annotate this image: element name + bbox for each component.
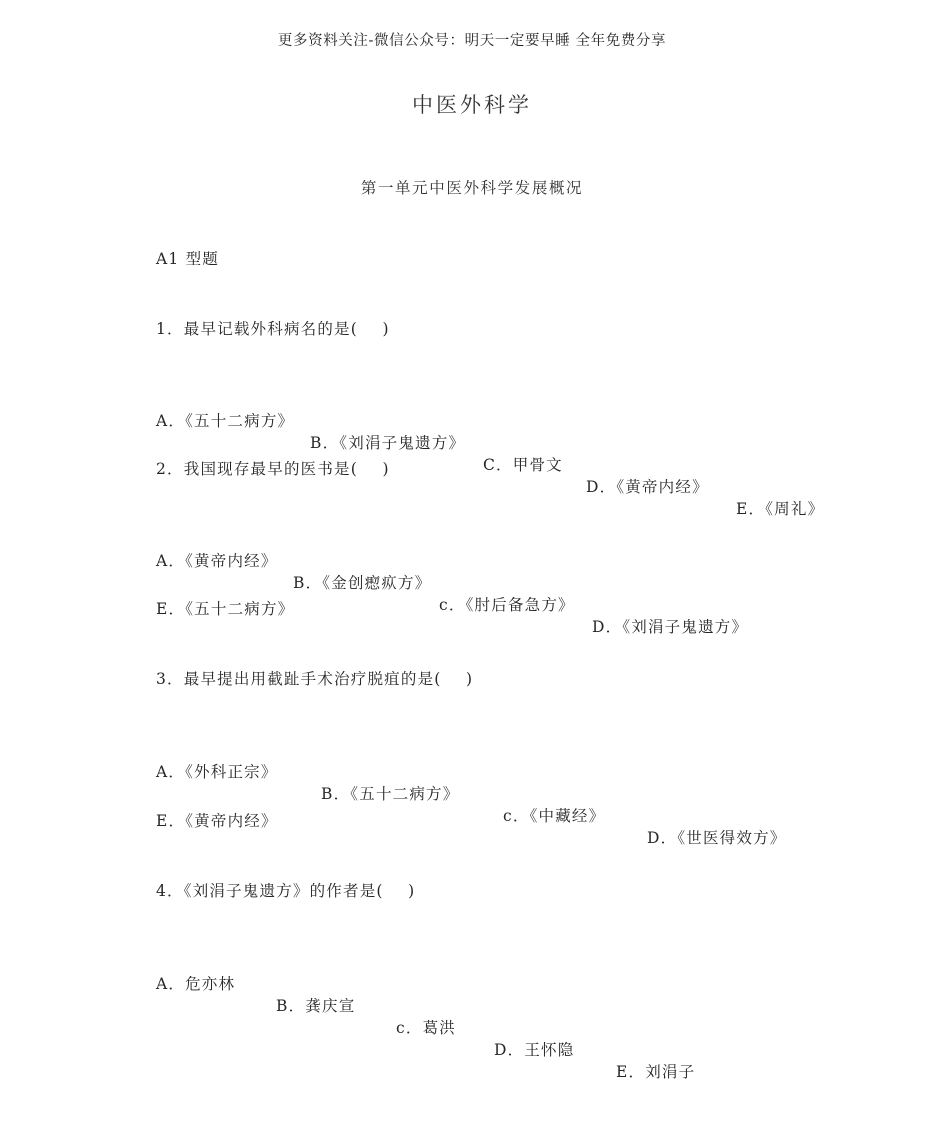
option-b: B．龚庆宣 xyxy=(276,997,356,1015)
option-a: A．《外科正宗》 xyxy=(156,763,278,781)
option-b: B．《五十二病方》 xyxy=(321,785,460,803)
option-a: A．《黄帝内经》 xyxy=(156,552,278,570)
question-1-stem: 1．最早记载外科病名的是( ) xyxy=(156,320,390,338)
question-3-option-e: E．《黄帝内经》 xyxy=(156,812,278,830)
question-2-stem: 2．我国现存最早的医书是( ) xyxy=(156,460,390,478)
option-e: E．刘涓子 xyxy=(616,1063,696,1081)
option-c: c．葛洪 xyxy=(396,1019,456,1037)
question-4-stem: 4．《刘涓子鬼遗方》的作者是( ) xyxy=(156,882,416,900)
question-2-option-e: E．《五十二病方》 xyxy=(156,600,295,618)
question-4-options xyxy=(156,951,696,1105)
header-promo-note: 更多资料关注-微信公众号：明天一定要早睡 全年免费分享 xyxy=(277,33,667,49)
document-title: 中医外科学 xyxy=(412,93,532,117)
option-c: C．甲骨文 xyxy=(483,456,563,474)
option-d: D．《世医得效方》 xyxy=(647,829,787,847)
option-e: E．《周礼》 xyxy=(736,500,825,518)
unit-title: 第一单元中医外科学发展概况 xyxy=(360,179,584,197)
option-a: A．危亦林 xyxy=(156,975,236,993)
option-d: D．《黄帝内经》 xyxy=(586,478,709,496)
option-a: A．《五十二病方》 xyxy=(156,412,295,430)
option-c: c．《肘后备急方》 xyxy=(439,596,575,614)
option-b: B．《刘涓子鬼遗方》 xyxy=(310,434,466,452)
option-d: D．王怀隐 xyxy=(494,1041,575,1059)
option-b: B．《金创瘛疭方》 xyxy=(293,574,432,592)
option-d: D．《刘涓子鬼遗方》 xyxy=(592,618,749,636)
question-3-stem: 3．最早提出用截趾手术治疗脱疽的是( ) xyxy=(156,670,474,688)
option-c: c．《中藏经》 xyxy=(503,807,606,825)
section-label: A1 型题 xyxy=(156,250,219,268)
